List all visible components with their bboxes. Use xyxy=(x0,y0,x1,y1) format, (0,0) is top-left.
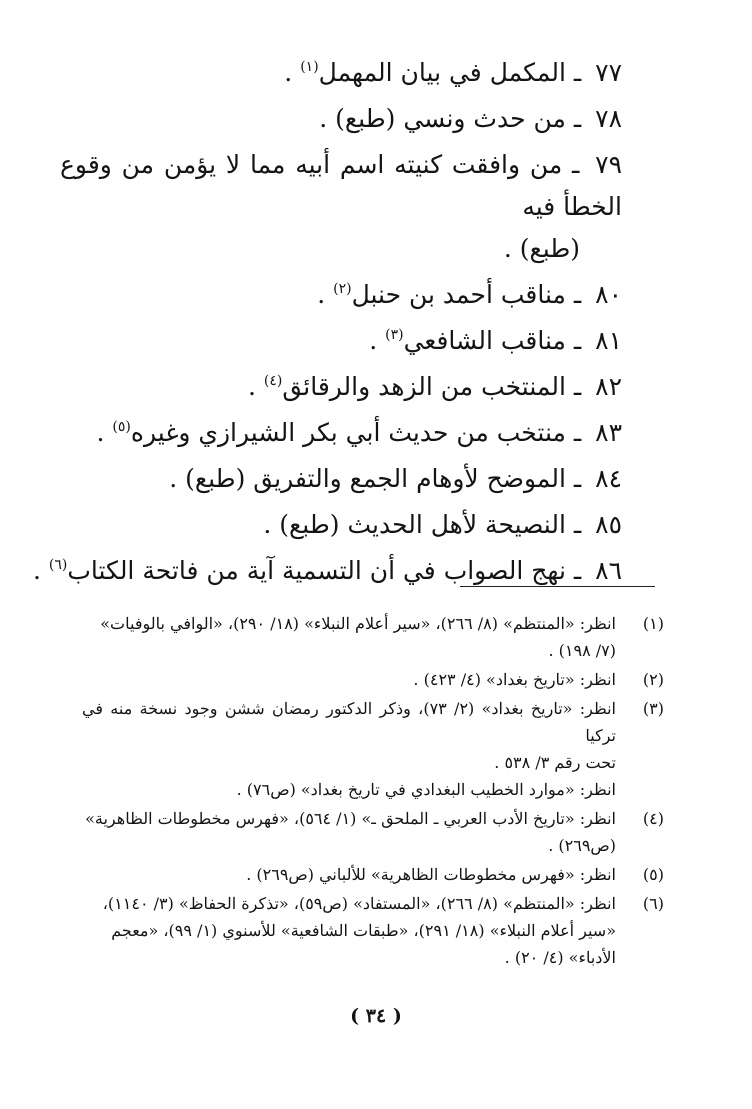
footnote-marker: (٢) xyxy=(333,281,352,297)
entry-number: ٨٤ xyxy=(595,464,622,493)
list-item: ٨٤ ـ الموضح لأوهام الجمع والتفريق (طبع) . xyxy=(169,464,622,493)
entry-number: ٧٨ xyxy=(595,104,622,133)
entry-number: ٨٢ xyxy=(595,372,622,401)
list-item: ٨١ ـ مناقب الشافعي$^{(٣)}$ . xyxy=(369,326,622,355)
list-item: ٧٨ ـ من حدث ونسي (طبع) . xyxy=(319,104,622,133)
footnote-line: (٧/ ١٩٨) . xyxy=(548,641,616,660)
footnote-line: انظر: «موارد الخطيب البغدادي في تاريخ بغداد» (ص٧٦) . xyxy=(236,780,616,799)
entry-number: ٧٩ xyxy=(595,150,623,179)
footnote-marker: (٣) xyxy=(385,327,404,343)
footnote-number: (٢) xyxy=(642,670,664,689)
entry-end: . xyxy=(317,280,334,309)
entry-number: ٧٧ xyxy=(595,58,622,87)
footnote-number: (٥) xyxy=(642,865,664,884)
footnote xyxy=(82,610,664,664)
list-item: ٨٦ ـ نهج الصواب في أن التسمية آية من فاتحة الكتاب$^{(٦)}$ . xyxy=(32,556,622,585)
footnote-line: (ص٢٦٩) . xyxy=(548,836,616,855)
works-list xyxy=(32,52,623,596)
entry-title: من وافقت كنيته اسم أبيه مما لا يؤمن من وقوع الخطأ فيه xyxy=(60,150,622,221)
footnote-line: انظر: «تاريخ الأدب العربي ـ الملحق ـ» (١/ ٥٦٤)، «فهرس مخطوطات الظاهرية» xyxy=(85,809,616,828)
entry-number: ٨٠ xyxy=(595,280,622,309)
footnote-number: (١) xyxy=(642,614,664,633)
entry-title: النصيحة لأهل الحديث (طبع) . xyxy=(263,510,566,539)
entry-end: . xyxy=(32,556,49,585)
footnote-line: تحت رقم ٣/ ٥٣٨ . xyxy=(494,753,616,772)
list-item: ٨٥ ـ النصيحة لأهل الحديث (طبع) . xyxy=(263,510,622,539)
entry-title: الموضح لأوهام الجمع والتفريق (طبع) . xyxy=(169,464,566,493)
footnotes xyxy=(82,610,664,973)
list-item: ٨٣ ـ منتخب من حديث أبي بكر الشيرازي وغيره$^{(٥)}$ . xyxy=(96,418,622,447)
footnote xyxy=(82,805,664,859)
footnote-line: انظر: «المنتظم» (٨/ ٢٦٦)، «المستفاد» (ص٥٩)، «تذكرة الحفاظ» (٣/ ١١٤٠)، xyxy=(102,894,616,913)
list-item: ٨٢ ـ المنتخب من الزهد والرقائق$^{(٤)}$ . xyxy=(248,372,622,401)
entry-end: . xyxy=(248,372,264,401)
entry-number: ٨٥ xyxy=(595,510,622,539)
page-number: ( ٣٤ ) xyxy=(350,1005,402,1027)
entry-title: من حدث ونسي (طبع) . xyxy=(319,104,566,133)
footnote-line: «سير أعلام النبلاء» (١٨/ ٢٩١)، «طبقات الشافعية» للأسنوي (١/ ٩٩)، «معجم xyxy=(111,921,616,940)
entry-title: منتخب من حديث أبي بكر الشيرازي وغيره xyxy=(130,418,566,447)
footnote xyxy=(82,890,664,971)
entry-title: مناقب الشافعي xyxy=(403,326,566,355)
footnote-number: (٤) xyxy=(642,809,664,828)
footnote-number: (٦) xyxy=(642,894,664,913)
footnote-marker: (٦) xyxy=(48,557,68,573)
entry-number: ٨١ xyxy=(595,326,622,355)
entry-title: نهج الصواب في أن التسمية آية من فاتحة الكتاب xyxy=(67,556,566,585)
footnote xyxy=(82,695,664,803)
footnote-line: الأدباء» (٤/ ٢٠) . xyxy=(504,948,616,967)
footnote-line: انظر: «تاريخ بغداد» (٤/ ٤٢٣) . xyxy=(413,670,616,689)
entry-title: المكمل في بيان المهمل xyxy=(318,58,566,87)
list-item: ٨٠ ـ مناقب أحمد بن حنبل$^{(٢)}$ . xyxy=(317,280,622,309)
entry-number: ٨٦ xyxy=(595,556,622,585)
footnote xyxy=(82,861,664,888)
entry-end: . xyxy=(284,58,301,87)
footnote-line: انظر: «تاريخ بغداد» (٢/ ٧٣)، وذكر الدكتور رمضان ششن وجود نسخة منه في تركيا xyxy=(82,699,616,745)
footnote xyxy=(82,666,664,693)
list-item: ٧٧ ـ المكمل في بيان المهمل$^{(١)}$ . xyxy=(284,58,622,87)
footnote-marker: (٤) xyxy=(263,373,283,389)
entry-number: ٨٣ xyxy=(595,418,622,447)
list-item: ٧٩ ـ من وافقت كنيته اسم أبيه مما لا يؤمن من وقوع الخطأ فيه (طبع) . xyxy=(60,144,622,270)
entry-continuation: (طبع) . xyxy=(503,234,580,263)
footnote-line: انظر: «المنتظم» (٨/ ٢٦٦)، «سير أعلام النبلاء» (١٨/ ٢٩٠)، «الوافي بالوفيات» xyxy=(100,614,616,633)
entry-end: . xyxy=(369,326,386,355)
entry-end: . xyxy=(96,418,113,447)
entry-title: المنتخب من الزهد والرقائق xyxy=(282,372,566,401)
entry-title: مناقب أحمد بن حنبل xyxy=(351,280,566,309)
footnote-divider xyxy=(460,586,655,587)
footnote-marker: (١) xyxy=(300,59,319,75)
footnote-marker: (٥) xyxy=(112,419,131,435)
footnote-line: انظر: «فهرس مخطوطات الظاهرية» للألباني (ص٢٦٩) . xyxy=(246,865,616,884)
footnote-number: (٣) xyxy=(642,699,664,718)
